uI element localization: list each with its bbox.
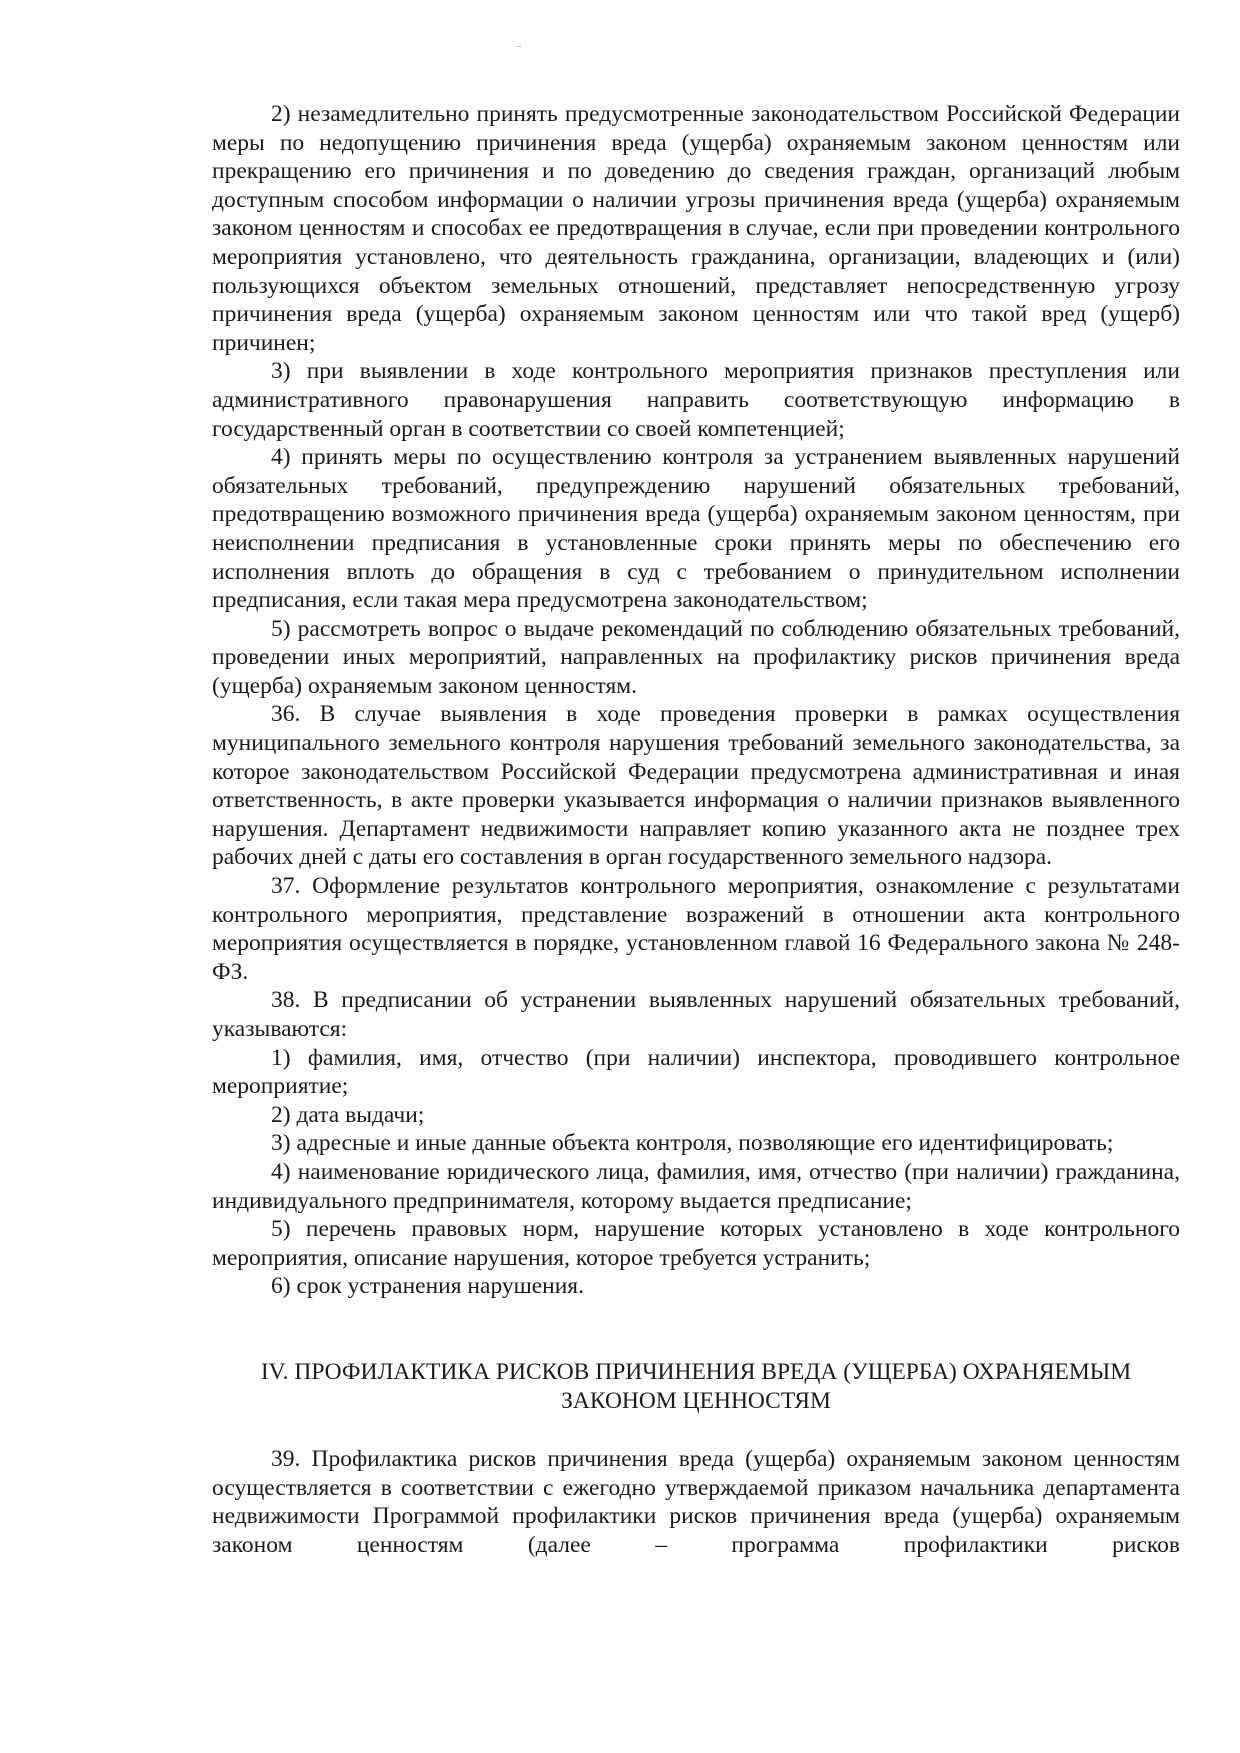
paragraph-item-2: 2) незамедлительно принять предусмотренные законодательством Российской Федерации меры по недопущению причинения вреда (ущерба) охраняемым законом ценностям или прекращению его причинения и по доведению до сведения граждан, организаций любым доступным способом информации о наличии угрозы причинения вреда (ущерба) охраняемым законом ценностям и способах ее предотвращения в случае, если при проведении контрольного мероприятия установлено, что деятельность гражданина, организации, владеющих и (или) пользующихся объектом земельных отношений, представляет непосредственную угрозу причинения вреда (ущерба) охраняемым законом ценностям или что такой вред (ущерб) причинен; xyxy=(212,101,1180,356)
section-heading-line-2: ЗАКОНОМ ЦЕННОСТЯМ xyxy=(561,1387,831,1414)
paragraph-item-4: 4) принять меры по осуществлению контроля за устранением выявленных нарушений обязательных требований, предупреждению нарушений обязательных требований, предотвращению возможного причинения вреда (ущерба) охраняемым законом ценностям, при неисполнении предписания в установленные сроки принять меры по обеспечению его исполнения вплоть до обращения в суд с требованием о принудительном исполнении предписания, если такая мера предусмотрена законодательством; xyxy=(212,444,1180,614)
scan-mark xyxy=(517,46,521,47)
paragraph-clause-37: 37. Оформление результатов контрольного мероприятия, ознакомление с результатами контрольного мероприятия, представление возражений в отношении акта контрольного мероприятия осуществляется в порядке, установленном главой 16 Федерального закона № 248-ФЗ. xyxy=(212,873,1180,985)
paragraph-item-5: 5) рассмотреть вопрос о выдаче рекомендаций по соблюдению обязательных требований, проведении иных мероприятий, направленных на профилактику рисков причинения вреда (ущерба) охраняемым законом ценностям. xyxy=(212,615,1180,699)
list-item-issue-date: 2) дата выдачи; xyxy=(271,1101,425,1128)
section-heading-line-1: IV. ПРОФИЛАКТИКА РИСКОВ ПРИЧИНЕНИЯ ВРЕДА (УЩЕРБА) ОХРАНЯЕМЫМ xyxy=(260,1358,1132,1385)
section-heading xyxy=(212,1358,1180,1445)
list-item-recipient: 4) наименование юридического лица, фамилия, имя, отчество (при наличии) гражданина, индивидуального предпринимателя, которому выдается предписание; xyxy=(212,1158,1180,1214)
list-item-legal-norms: 5) перечень правовых норм, нарушение которых установлено в ходе контрольного мероприятия, описание нарушения, которое требуется устранить; xyxy=(212,1216,1180,1271)
list-item-object-data: 3) адресные и иные данные объекта контроля, позволяющие его идентифицировать; xyxy=(271,1130,1114,1157)
document-body xyxy=(212,100,1180,1560)
list-item-deadline: 6) срок устранения нарушения. xyxy=(271,1273,584,1300)
paragraph-clause-38: 38. В предписании об устранении выявленных нарушений обязательных требований, указываются: xyxy=(212,987,1180,1042)
paragraph-clause-36: 36. В случае выявления в ходе проведения проверки в рамках осуществления муниципального земельного контроля нарушения требований земельного законодательства, за которое законодательством Российской Федерации предусмотрена административная и иная ответственность, в акте проверки указывается информация о наличии признаков выявленного нарушения. Департамент недвижимости направляет копию указанного акта не позднее трех рабочих дней с даты его составления в орган государственного земельного надзора. xyxy=(212,701,1180,871)
paragraph-clause-39: 39. Профилактика рисков причинения вреда (ущерба) охраняемым законом ценностям осуществляется в соответствии с ежегодно утверждаемой приказом начальника департамента недвижимости Программой профилактики рисков причинения вреда (ущерба) охраняемым законом ценностям (далее – программа профилактики рисков xyxy=(212,1446,1180,1558)
list-item-inspector-name: 1) фамилия, имя, отчество (при наличии) инспектора, проводившего контрольное мероприятие; xyxy=(212,1044,1180,1100)
paragraph-item-3: 3) при выявлении в ходе контрольного мероприятия признаков преступления или административного правонарушения направить соответствующую информацию в государственный орган в соответствии со своей компетенцией; xyxy=(212,358,1180,442)
